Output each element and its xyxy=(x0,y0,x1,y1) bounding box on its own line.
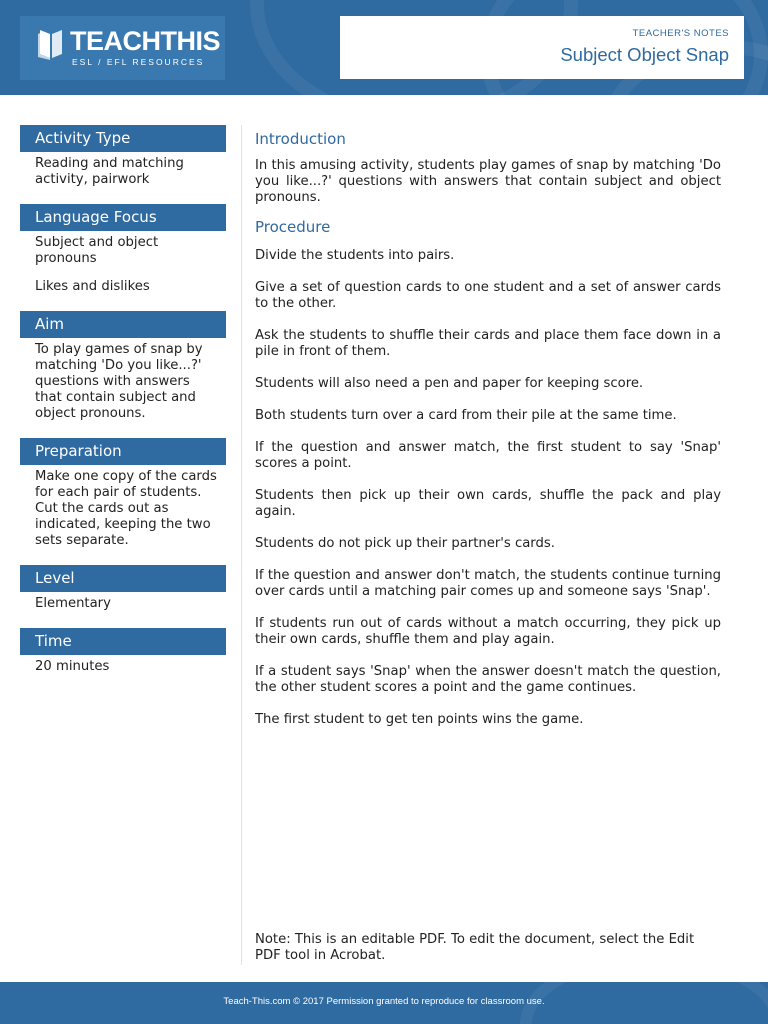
section-heading: Activity Type xyxy=(20,125,226,152)
procedure-step: Both students turn over a card from their pile at the same time. xyxy=(255,408,677,423)
section-text: To play games of snap by matching 'Do you like...?' questions with answers that contain subject and object pronouns. xyxy=(35,342,203,421)
procedure-step: If the question and answer match, the first student to say 'Snap' scores a point. xyxy=(255,440,721,471)
procedure-step: If the question and answer don't match, the students continue turning over cards until a matching pair comes up and someone says 'Snap'. xyxy=(255,568,721,599)
introduction-heading: Introduction xyxy=(255,130,346,148)
procedure-step: Students will also need a pen and paper for keeping score. xyxy=(255,376,644,391)
book-icon xyxy=(36,26,66,60)
footer-copyright: Teach-This.com © 2017 Permission granted to reproduce for classroom use. xyxy=(223,996,545,1007)
procedure-step: Divide the students into pairs. xyxy=(255,248,455,263)
page-footer xyxy=(0,982,768,1024)
notes-label: TEACHER'S NOTES xyxy=(632,28,729,39)
column-divider xyxy=(241,125,242,965)
section-heading: Aim xyxy=(20,311,226,338)
page-title: Subject Object Snap xyxy=(560,44,729,65)
sidebar xyxy=(20,125,226,687)
procedure-heading: Procedure xyxy=(255,218,331,236)
section-activity-type xyxy=(20,125,226,188)
editable-note: Note: This is an editable PDF. To edit the document, select the Edit PDF tool in Acrobat. xyxy=(255,932,695,963)
procedure-step: Ask the students to shuffle their cards and place them face down in a pile in front of them. xyxy=(255,328,721,359)
section-heading: Language Focus xyxy=(20,204,226,231)
section-text: Likes and dislikes xyxy=(35,279,150,294)
logo-subtitle: ESL / EFL RESOURCES xyxy=(72,57,205,67)
section-heading: Time xyxy=(20,628,226,655)
procedure-step: The first student to get ten points wins the game. xyxy=(255,712,584,727)
procedure-step: Give a set of question cards to one student and a set of answer cards to the other. xyxy=(255,280,721,311)
section-heading: Preparation xyxy=(20,438,226,465)
section-text: Make one copy of the cards for each pair of students. Cut the cards out as indicated, keeping the two sets separate. xyxy=(35,469,217,548)
section-level xyxy=(20,565,226,612)
section-language-focus xyxy=(20,204,226,295)
procedure-step: If a student says 'Snap' when the answer doesn't match the question, the other student scores a point and the game continues. xyxy=(255,664,721,695)
page-header xyxy=(0,0,768,95)
section-text: Subject and object pronouns xyxy=(35,235,159,266)
section-text: 20 minutes xyxy=(35,659,110,674)
main-content xyxy=(255,130,721,744)
procedure-step: Students do not pick up their partner's cards. xyxy=(255,536,555,551)
procedure-step: Students then pick up their own cards, shuffle the pack and play again. xyxy=(255,488,721,519)
procedure-step: If students run out of cards without a match occurring, they pick up their own cards, shuffle them and play again. xyxy=(255,616,721,647)
section-aim xyxy=(20,311,226,422)
logo xyxy=(20,16,225,80)
logo-text: TEACHTHIS xyxy=(70,26,220,56)
title-box xyxy=(340,16,744,79)
introduction-text: In this amusing activity, students play games of snap by matching 'Do you like...?' questions with answers that contain subject and object pronouns. xyxy=(255,158,721,205)
section-text: Elementary xyxy=(35,596,111,611)
section-heading: Level xyxy=(20,565,226,592)
section-preparation xyxy=(20,438,226,549)
section-time xyxy=(20,628,226,675)
section-text: Reading and matching activity, pairwork xyxy=(35,156,184,187)
